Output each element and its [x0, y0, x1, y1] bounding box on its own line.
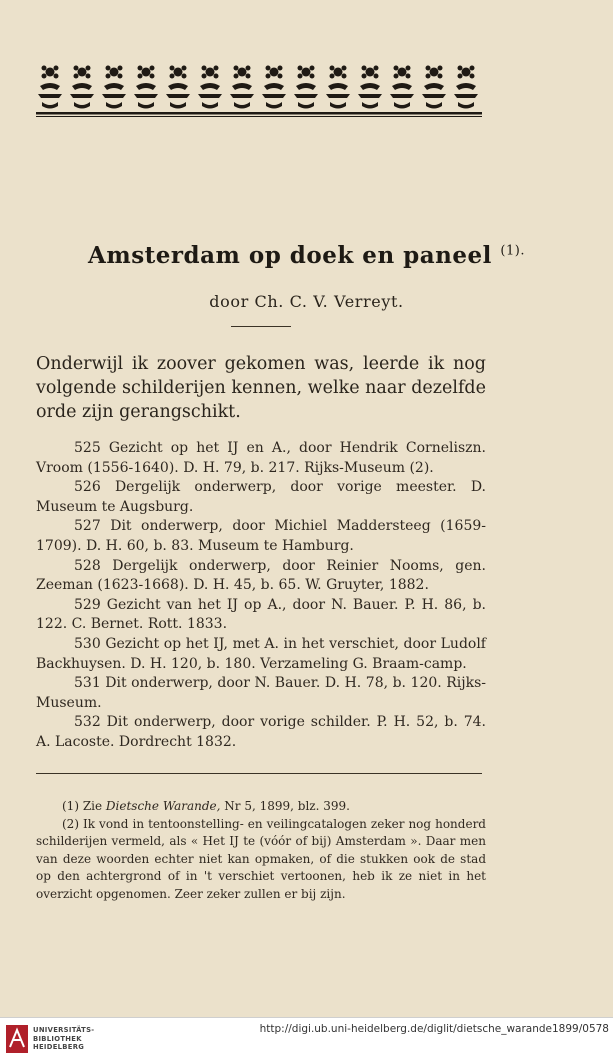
footnotes — [36, 798, 486, 903]
footnote-divider — [36, 773, 482, 774]
university-library-logo-icon — [6, 1025, 28, 1053]
ornamental-header-band — [36, 60, 482, 118]
article-title — [0, 242, 613, 269]
author-byline: door Ch. C. V. Verreyt. — [209, 292, 404, 311]
footnote-2: (2) Ik vond in tentoonstelling- en veilingcatalogen zeker nog honderd schilderijen vermeld, als « Het IJ te (vóór of bij) Amsterdam ». Daar men van deze woorden echter niet kan opmaken, of die stukken ook de stad op den achtergrond of in 't verschiet vertoonen, heb ik ze niet in het overzicht opgenomen. Zeer zeker zullen er bij zijn. — [36, 816, 486, 901]
painting-entry-530: 530 Gezicht op het IJ, met A. in het verschiet, door Ludolf Backhuysen. D. H. 120, b. 180. Verzameling G. Braam-camp. — [36, 635, 486, 672]
article-title-text: Amsterdam op doek en paneel — [88, 242, 492, 269]
permalink-url[interactable]: http://digi.ub.uni-heidelberg.de/diglit/dietsche_warande1899/0578 — [259, 1023, 609, 1035]
title-footnote-marker: (1). — [500, 243, 525, 259]
painting-entry-528: 528 Dergelijk onderwerp, door Reinier Nooms, gen. Zeeman (1623-1668). D. H. 45, b. 65. W. Gruyter, 1882. — [36, 557, 486, 594]
footnote-1-prefix: (1) Zie — [62, 799, 106, 813]
library-name — [33, 1026, 94, 1052]
painting-entry-529: 529 Gezicht van het IJ op A., door N. Bauer. P. H. 86, b. 122. C. Bernet. Rott. 1833. — [36, 596, 486, 633]
painting-entry-532: 532 Dit onderwerp, door vorige schilder. P. H. 52, b. 74. A. Lacoste. Dordrecht 1832. — [36, 714, 486, 750]
painting-entry-531: 531 Dit onderwerp, door N. Bauer. D. H. 78, b. 120. Rijks-Museum. — [36, 675, 486, 711]
footnote-1-journal: Dietsche Warande, — [105, 799, 221, 813]
library-name-line1: UNIVERSITÄTS- — [33, 1026, 95, 1034]
footnote-1-suffix: Nr 5, 1899, blz. 399. — [220, 799, 350, 813]
viewer-footer-bar — [0, 1017, 613, 1061]
library-name-line2: BIBLIOTHEK — [33, 1034, 82, 1043]
library-name-line3: HEIDELBERG — [33, 1043, 85, 1051]
painting-entry-527: 527 Dit onderwerp, door Michiel Maddersteeg (1659-1709). D. H. 60, b. 83. Museum te Hamburg. — [36, 518, 486, 554]
intro-paragraph: Onderwijl ik zoover gekomen was, leerde ik nog volgende schilderijen kennen, welke naar dezelfde orde zijn gerangschikt. — [36, 354, 486, 422]
painting-list — [36, 439, 486, 753]
footnote-1 — [36, 798, 486, 816]
painting-entry-526: 526 Dergelijk onderwerp, door vorige meester. D. Museum te Augsburg. — [36, 479, 486, 515]
painting-entry-525: 525 Gezicht op het IJ en A., door Hendrik Corneliszn. Vroom (1556-1640). D. H. 79, b. 217. Rijks-Museum (2). — [36, 440, 486, 476]
title-divider — [231, 326, 291, 327]
